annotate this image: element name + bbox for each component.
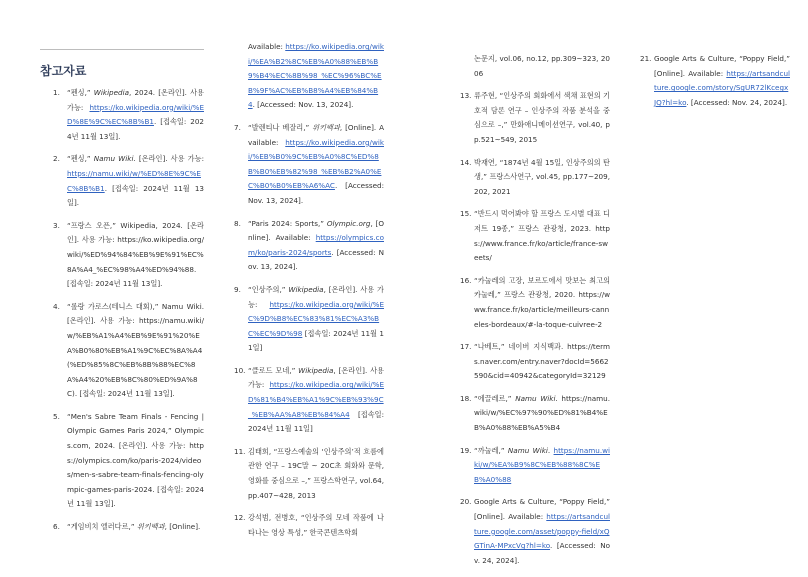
reference-link[interactable]: https://ko.wikipedia.org/wiki/%EC%9D%B8%EC%83%81%EC%A3%BC%EC%9D%98 [248,299,384,338]
reference-link[interactable]: https://namu.wiki/w/%ED%8E%9C%EC%8B%B1 [67,168,201,193]
reference-link[interactable]: https://ko.wikipedia.org/wiki/%ED%8E%9C%EC%8B%B1 [67,102,204,127]
reference-fragment: , [Online]. Available: [248,218,384,243]
reference-number: 14. [460,157,472,167]
reference-text [474,444,610,488]
reference-item [234,121,384,209]
reference-item [234,445,384,503]
heading-divider [40,49,204,50]
reference-number: 16. [460,275,472,285]
reference-fragment: . [547,445,554,455]
reference-column-2 [234,40,384,548]
section-heading: 참고자료 [40,64,87,78]
reference-fragment: . [접속일: 2024년 11월 13일]. [67,183,204,208]
reference-fragment: “까눌레,” [474,445,508,455]
reference-item [234,511,384,540]
reference-fragment: . https://namu.wiki/w/%EC%97%90%ED%81%B4%EB%A0%88%EB%A5%B4 [474,393,610,433]
source-title: Olympic.org [326,218,371,228]
reference-number: 20. [460,497,472,507]
reference-fragment: . [Accessed: Nov. 13, 2024]. [248,247,384,272]
reference-text [67,410,204,512]
reference-item [53,86,204,144]
reference-text [474,156,610,200]
source-title: Namu Wiki [507,445,548,455]
reference-text [474,89,610,147]
reference-number: 2. [53,154,60,164]
reference-text [474,340,610,384]
reference-fragment: , [온라인]. 사용 가능: [248,284,384,309]
reference-text [67,219,204,292]
reference-text [67,520,204,535]
reference-number: 11. [234,446,246,456]
reference-fragment: “인상주의,” [248,284,289,294]
source-title: Wikipedia [298,365,334,375]
reference-fragment: “펜싱,” [67,88,94,97]
reference-number: 18. [460,393,472,403]
reference-fragment: . [Accessed: Nov. 13, 2024]. [252,100,354,110]
reference-item [460,392,610,436]
source-title: Wikipedia [288,284,324,294]
reference-fragment: “Paris 2024: Sports,” [248,218,327,228]
reference-text [248,364,384,437]
reference-fragment: “반드시 먹어봐야 할 프랑스 도시별 대표 디저트 19종,” 프랑스 관광청, 2023. https://www.france.fr/ko/article/france-sweets/ [474,209,610,263]
reference-fragment: Google Arts & Culture, “Poppy Field,” [Online]. Available: [654,54,790,78]
reference-fragment: “펜싱,” [67,154,94,164]
reference-number: 7. [234,122,241,132]
reference-item [53,152,204,210]
reference-fragment: “카눌레의 고장, 보르도에서 맛보는 최고의 카눌레,” 프랑스 관광청, 2020. https://www.france.fr/ko/article/meilleurs-canneles-bordeaux/#-la-toque-cuivree-2 [474,275,610,329]
reference-fragment: Available: [248,42,286,51]
reference-text [654,52,790,110]
reference-text [474,274,610,332]
reference-text [474,495,610,568]
reference-number: 15. [460,209,472,219]
reference-fragment: “Men's Sabre Team Finals - Fencing | Olympic Games Paris 2024,” Olympics.com, 2024. [온라인]. 사용 가능: https://olympics.com/ko/paris-2024/videos/men-s-sabre-team-finals-fencing-olympic-games-paris-2024. [접속일: 2024년 11월 13일]. [67,411,204,509]
reference-item [460,444,610,488]
reference-text [474,207,610,265]
reference-text [474,392,610,436]
reference-item [234,364,384,437]
reference-item [53,410,204,512]
reference-number: 13. [460,91,472,101]
reference-fragment: Google Arts & Culture, “Poppy Field,” [Online]. Available: [474,497,610,522]
reference-column-4 [640,52,790,118]
reference-link[interactable]: https://ko.wikipedia.org/wiki/%ED%81%B4%EB%A1%9C%EB%93%9C_%EB%AA%A8%EB%84%A4 [248,380,384,419]
reference-fragment: “게임비치 엘러다르,” [67,522,137,532]
source-title: Wikipedia [93,88,130,97]
reference-link[interactable]: https://artsandculture.google.com/story/SgUR72lKcegxJQ?hl=ko [654,68,790,107]
reference-fragment: . [Accessed: Nov. 24, 2024]. [686,97,788,107]
reference-fragment: 강석범, 전병호, “인상주의 모네 작품에 나타나는 영상 특성,” 한국콘텐츠학회 [248,513,384,537]
reference-fragment: , [Online]. [164,522,201,532]
reference-fragment: “롤랑 가로스(테니스 대회),” Namu Wiki. [온라인]. 사용 가능: https://namu.wiki/w/%EB%A1%A4%EB%9E%91%20%EA%B0%80%EB%A1%9C%EC%8A%A4(%ED%85%8C%EB%8B%88%EC%8A%A4%20%EB%8C%80%ED%9A%8C). [접속일: 2024년 11월 13일]. [67,301,204,399]
reference-number: 6. [53,522,60,532]
reference-item [474,52,610,81]
reference-fragment: . [접속일: 2024년 11월 13일]. [67,117,204,141]
reference-fragment: , 2024. [온라인]. 사용 가능: [67,88,204,112]
reference-number: 19. [460,445,472,455]
reference-text [67,300,204,402]
reference-text [67,152,204,210]
reference-fragment: “에끌레르,” [474,393,516,403]
reference-number: 17. [460,342,472,352]
reference-number: 4. [53,301,60,311]
reference-number: 21. [640,54,652,63]
reference-item [234,217,384,275]
reference-fragment: , [Online]. Available: [248,122,384,147]
reference-text [248,445,384,503]
source-title: 위키백과 [136,522,165,532]
reference-item [460,207,610,265]
reference-item [460,340,610,384]
reference-fragment: [접속일: 2024년 11월 11일] [248,328,384,353]
reference-item [53,219,204,292]
reference-text [67,86,204,144]
reference-item [53,300,204,402]
reference-link[interactable]: https://artsandculture.google.com/asset/poppy-field/xQGTinA-MPxcVg?hl=ko [474,512,610,551]
reference-column-1 [53,86,204,543]
reference-fragment: . [Accessed: Nov. 24, 2024]. [474,541,610,565]
reference-fragment: “클로드 모네,” [248,365,299,375]
reference-fragment: 류주현, “인상주의 회화에서 색채 표현의 기호적 담론 연구 – 인상주의 작품 분석을 중심으로 –,” 만화애니메이션연구, vol.40, pp.521~549, 2015 [474,91,610,144]
source-title: 위키백과 [312,122,340,132]
reference-number: 9. [234,284,241,294]
reference-text [248,283,384,356]
reference-link[interactable]: https://olympics.com/ko/paris-2024/sports [248,233,384,257]
reference-fragment: . [온라인]. 사용 가능: [133,154,204,164]
reference-fragment: , [온라인]. 사용 가능: [248,365,384,390]
reference-number: 3. [53,220,60,230]
reference-item [234,283,384,356]
reference-item [460,274,610,332]
reference-fragment: 논문지, vol.06, no.12, pp.309~323, 2006 [474,54,610,78]
reference-number: 10. [234,365,246,375]
reference-item [53,520,204,535]
reference-text [248,511,384,540]
reference-link[interactable]: https://namu.wiki/w/%EA%B9%8C%EB%88%8C%EB%A0%88 [474,445,610,484]
reference-fragment: . [Accessed: Nov. 13, 2024]. [248,181,384,205]
reference-item [460,495,610,568]
source-title: Namu Wiki [93,154,134,164]
source-title: Namu Wiki [515,393,556,403]
reference-fragment: “나베트,” 네이버 지식백과. https://terms.naver.com/entry.naver?docId=5662590&cid=40942&categoryId=32129 [474,342,610,381]
reference-item [248,40,384,113]
reference-fragment: 박재연, “1874년 4월 15일, 인상주의의 탄생,” 프랑스사연구, vol.45, pp.177~209, 202, 2021 [474,157,610,196]
reference-text [474,52,610,81]
reference-column-3 [460,52,610,576]
reference-number: 5. [53,411,60,421]
reference-text [248,121,384,209]
reference-fragment: “발렌티나 베잘리,” [248,122,313,132]
reference-item [460,156,610,200]
reference-link[interactable]: https://ko.wikipedia.org/wiki/%EB%B0%9C%EB%A0%8C%ED%8B%B0%EB%82%98_%EB%B2%A0%EC%B0%B0%EB%A6%AC [248,137,384,191]
reference-text [248,40,384,113]
reference-fragment: [접속일: 2024년 11월 11일] [248,409,384,434]
reference-number: 8. [234,218,241,228]
reference-fragment: “프랑스 오픈,” Wikipedia, 2024. [온라인]. 사용 가능: https://ko.wikipedia.org/wiki/%ED%94%84%EB%9E%91%EC%8A%A4_%EC%98%A4%ED%94%88. [접속일: 2024년 11월 13일]. [67,220,204,289]
reference-item [640,52,790,110]
reference-number: 1. [53,88,60,97]
reference-link[interactable]: https://ko.wikipedia.org/wiki/%EA%B2%8C%EB%A0%88%EB%B9%B4%EC%8B%98_%EC%96%BC%EB%9F%AC%EB%B8%A4%EB%84%B4 [248,42,384,110]
reference-text [248,217,384,275]
reference-number: 12. [234,513,246,523]
reference-fragment: 김태희, “프랑스예술의 ‘인상주의’적 흐름에 관한 연구 – 19C말 ~ 20C초 회화와 문학, 영화를 중심으로 –,” 프랑스학연구, vol.64, pp.407~428, 2013 [248,446,384,500]
reference-item [460,89,610,147]
